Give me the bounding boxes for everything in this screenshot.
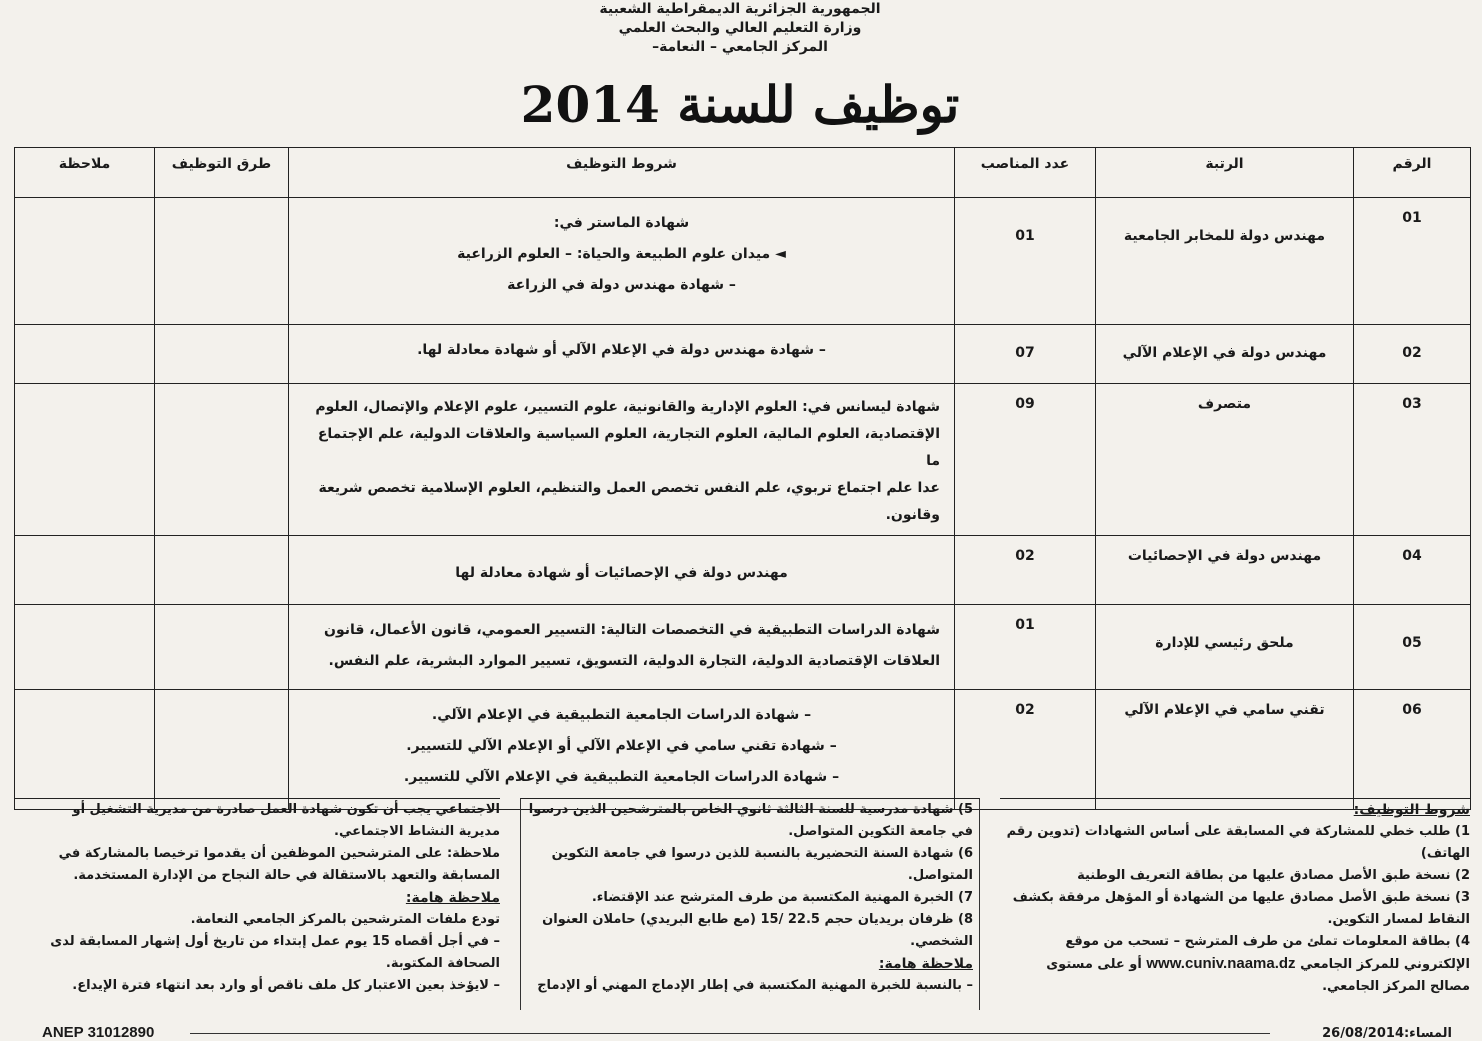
condition-line: شهادة الدراسات التطبيقية في التخصصات التالية: التسيير العمومي، قانون الأعمال، قانون	[324, 622, 940, 638]
cell-rank: تقني سامي في الإعلام الآلي	[1096, 690, 1354, 810]
condition-line: – شهادة مهندس دولة في الزراعة	[507, 277, 736, 293]
cell-count: 01	[955, 605, 1096, 690]
website-link[interactable]: www.cuniv.naama.dz	[1146, 955, 1296, 972]
cell-conditions	[289, 690, 955, 810]
condition-item: النقاط لمسار التكوين.	[1327, 912, 1470, 927]
header-ministry: وزارة التعليم العالي والبحث العلمي	[618, 20, 862, 36]
condition-item: الشخصي.	[910, 934, 973, 949]
condition-line: – شهادة تقني سامي في الإعلام الآلي أو الإعلام الآلي للتسيير.	[406, 738, 837, 754]
anep-code: ANEP 31012890	[42, 1024, 155, 1041]
condition-line: شهادة الماستر في:	[553, 215, 690, 231]
header-num: الرقم	[1354, 148, 1471, 198]
bottom-notes	[14, 798, 1470, 1010]
condition-line: – شهادة الدراسات الجامعية التطبيقية في الإعلام الآلي للتسيير.	[403, 769, 840, 785]
cell-count: 02	[955, 536, 1096, 605]
cell-num: 04	[1354, 536, 1471, 605]
cell-methods	[155, 198, 289, 325]
cell-count: 02	[955, 690, 1096, 810]
condition-item: الهاتف)	[1420, 846, 1470, 861]
condition-line: مهندس دولة في الإحصائيات أو شهادة معادلة لها	[455, 565, 788, 581]
header-republic: الجمهورية الجزائرية الديمقراطية الشعبية	[599, 1, 881, 17]
cell-conditions	[289, 605, 955, 690]
condition-line: شهادة ليسانس في: العلوم الإدارية والقانونية، علوم التسيير، علوم الإعلام والإتصال، العلوم	[315, 399, 940, 415]
page-title: توظيف للسنة 2014	[520, 75, 960, 134]
note-item: الاجتماعي يجب أن تكون شهادة العمل صادرة من مديرية التشغيل أو	[72, 802, 500, 817]
table-row	[15, 325, 1471, 384]
condition-item: في جامعة التكوين المتواصل.	[788, 824, 973, 839]
header	[560, 0, 920, 57]
note-item: تودع ملفات المترشحين بالمركز الجامعي النعامة.	[190, 912, 500, 927]
publication-date: المساء:26/08/2014	[1322, 1026, 1452, 1041]
table-row	[15, 690, 1471, 810]
condition-line: عدا علم اجتماع تربوي، علم النفس تخصص العمل والتنظيم، العلوم الإسلامية تخصص شريعة	[318, 480, 940, 496]
cell-rank: مهندس دولة للمخابر الجامعية	[1096, 198, 1354, 325]
header-methods: طرق التوظيف	[155, 148, 289, 198]
cell-conditions	[289, 384, 955, 536]
condition-item: المتواصل.	[907, 868, 973, 883]
header-conditions: شروط التوظيف	[289, 148, 955, 198]
cell-num: 06	[1354, 690, 1471, 810]
condition-item: 4) بطاقة المعلومات تملئ من طرف المترشح – تسحب من موقع	[1065, 934, 1470, 949]
cell-num: 01	[1354, 198, 1471, 325]
condition-item: مصالح المركز الجامعي.	[1322, 979, 1470, 994]
table-row	[15, 198, 1471, 325]
table-row	[15, 605, 1471, 690]
note-item: الصحافة المكتوبة.	[385, 956, 500, 971]
condition-item: 2) نسخة طبق الأصل مصادق عليها من بطاقة التعريف الوطنية	[1077, 868, 1470, 883]
table-header-row	[15, 148, 1471, 198]
recruitment-table	[14, 147, 1471, 810]
cell-count: 07	[955, 325, 1096, 384]
note-item: ملاحظة: على المترشحين الموظفين أن يقدموا ترخيصا بالمشاركة في	[58, 846, 500, 861]
header-center: المركز الجامعي – النعامة–	[652, 39, 828, 55]
cell-conditions	[289, 325, 955, 384]
cell-notes	[15, 325, 155, 384]
table-row	[15, 536, 1471, 605]
condition-item	[1000, 953, 1470, 976]
cell-count: 09	[955, 384, 1096, 536]
header-notes: ملاحظة	[15, 148, 155, 198]
condition-line: الإقتصادية، العلوم المالية، العلوم التجارية، العلوم السياسية والعلاقات الدولية، علم الإجتماع ما	[317, 426, 940, 469]
condition-item: 6) شهادة السنة التحضيرية بالنسبة للذين درسوا في جامعة التكوين	[551, 846, 973, 861]
condition-item: 8) ظرفان بريديان حجم 22.5 /15 (مع طابع البريدي) حاملان العنوان	[542, 912, 973, 927]
cell-notes	[15, 690, 155, 810]
cell-notes	[15, 198, 155, 325]
conditions-heading: شروط التوظيف:	[1353, 802, 1470, 818]
cell-conditions	[289, 536, 955, 605]
note-item: – لايؤخذ بعين الاعتبار كل ملف ناقص أو وارد بعد انتهاء فترة الإيداع.	[72, 978, 500, 993]
cell-conditions	[289, 198, 955, 325]
condition-line: العلاقات الإقتصادية الدولية، التجارة الدولية، التسويق، تسيير الموارد البشرية، علم النفس.	[328, 653, 940, 669]
condition-item: 5) شهادة مدرسية للسنة الثالثة ثانوي الخاص بالمترشحين الذين درسوا	[528, 802, 973, 817]
cell-num: 02	[1354, 325, 1471, 384]
header-rank: الرتبة	[1096, 148, 1354, 198]
cell-notes	[15, 384, 155, 536]
important-note-heading: ملاحظة هامة:	[878, 956, 973, 972]
footer-divider	[190, 1033, 1270, 1034]
cell-num: 03	[1354, 384, 1471, 536]
important-note-heading: ملاحظة هامة:	[405, 890, 500, 906]
cell-rank: متصرف	[1096, 384, 1354, 536]
cell-count: 01	[955, 198, 1096, 325]
condition-line: ◄ ميدان علوم الطبيعة والحياة: – العلوم الزراعية	[457, 246, 786, 262]
cell-rank: مهندس دولة في الإعلام الآلي	[1096, 325, 1354, 384]
cell-methods	[155, 536, 289, 605]
condition-text: أو على مستوى	[1046, 957, 1142, 972]
conditions-column-continued	[520, 798, 980, 1010]
cell-methods	[155, 605, 289, 690]
cell-notes	[15, 605, 155, 690]
note-item: مديرية النشاط الاجتماعي.	[334, 824, 500, 839]
note-item: – في أجل أقصاه 15 يوم عمل إبتداء من تاريخ أول إشهار المسابقة لدى	[50, 934, 500, 949]
cell-num: 05	[1354, 605, 1471, 690]
condition-item: 7) الخبرة المهنية المكتسبة من طرف المترشح عند الإقتضاء.	[591, 890, 973, 905]
condition-item: – بالنسبة للخبرة المهنية المكتسبة في إطار الإدماج المهني أو الإدماج	[537, 978, 973, 993]
cell-rank: ملحق رئيسي للإدارة	[1096, 605, 1354, 690]
table-row	[15, 384, 1471, 536]
notes-column	[14, 798, 500, 1011]
cell-rank: مهندس دولة في الإحصائيات	[1096, 536, 1354, 605]
condition-line: – شهادة الدراسات الجامعية التطبيقية في الإعلام الآلي.	[431, 707, 812, 723]
condition-item: 3) نسخة طبق الأصل مصادق عليها من الشهادة أو المؤهل مرفقة بكشف	[1012, 890, 1470, 905]
condition-line: – شهادة مهندس دولة في الإعلام الآلي أو شهادة معادلة لها.	[417, 342, 826, 358]
cell-methods	[155, 690, 289, 810]
cell-methods	[155, 384, 289, 536]
condition-item: 1) طلب خطي للمشاركة في المسابقة على أساس الشهادات (تدوين رقم	[1006, 824, 1470, 839]
condition-line: وقانون.	[885, 507, 940, 523]
header-count: عدد المناصب	[955, 148, 1096, 198]
condition-text: الإلكتروني للمركز الجامعي	[1300, 957, 1470, 972]
cell-notes	[15, 536, 155, 605]
cell-methods	[155, 325, 289, 384]
conditions-column	[1000, 798, 1470, 1011]
note-item: المسابقة والتعهد بالاستقالة في حالة النجاح من الإدارة المستخدمة.	[73, 868, 500, 883]
